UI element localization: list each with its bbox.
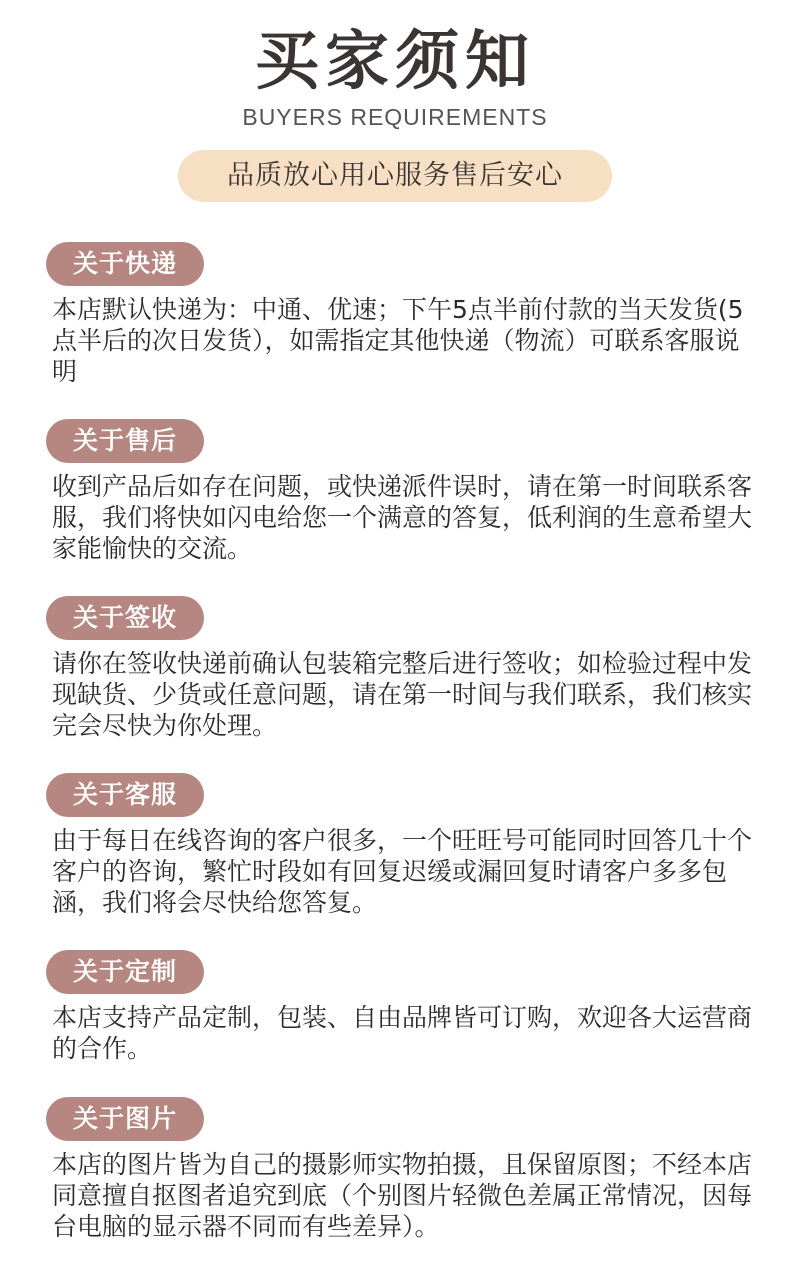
section-text-after-sales: 收到产品后如存在问题，或快递派件误时，请在第一时间联系客服，我们将快如闪电给您一个满意的答复，低利润的生意希望大家能愉快的交流。 [52,472,753,563]
section-badge-receipt: 关于签收 [46,596,204,640]
page-title: 买家须知 [255,25,535,99]
section-text-shipping: 本店默认快递为：中通、优速；下午5点半前付款的当天发货(5点半后的次日发货），如需指定其他快递（物流）可联系客服说明 [52,295,744,386]
section-text-receipt: 请你在签收快递前确认包装箱完整后进行签收；如检验过程中发现缺货、少货或任意问题，请在第一时间与我们联系，我们核实完会尽快为你处理。 [52,649,753,740]
section-text-images: 本店的图片皆为自己的摄影师实物拍摄，且保留原图；不经本店同意擅自抠图者追究到底（个别图片轻微色差属正常情况，因每台电脑的显示器不同而有些差异）。 [52,1150,753,1241]
section-badge-customer-service: 关于客服 [46,773,204,817]
page-subtitle: BUYERS REQUIREMENTS [242,104,548,130]
section-text-customer-service: 由于每日在线咨询的客户很多，一个旺旺号可能同时回答几十个客户的咨询，繁忙时段如有回复迟缓或漏回复时请客户多多包涵，我们将会尽快给您答复。 [52,826,753,917]
section-badge-shipping: 关于快递 [46,242,204,286]
section-badge-after-sales: 关于售后 [46,419,204,463]
section-badge-customization: 关于定制 [46,950,204,994]
section-badge-images: 关于图片 [46,1097,204,1141]
slogan-banner: 品质放心用心服务售后安心 [178,150,612,202]
section-text-customization: 本店支持产品定制，包装、自由品牌皆可订购，欢迎各大运营商的合作。 [52,1003,753,1063]
